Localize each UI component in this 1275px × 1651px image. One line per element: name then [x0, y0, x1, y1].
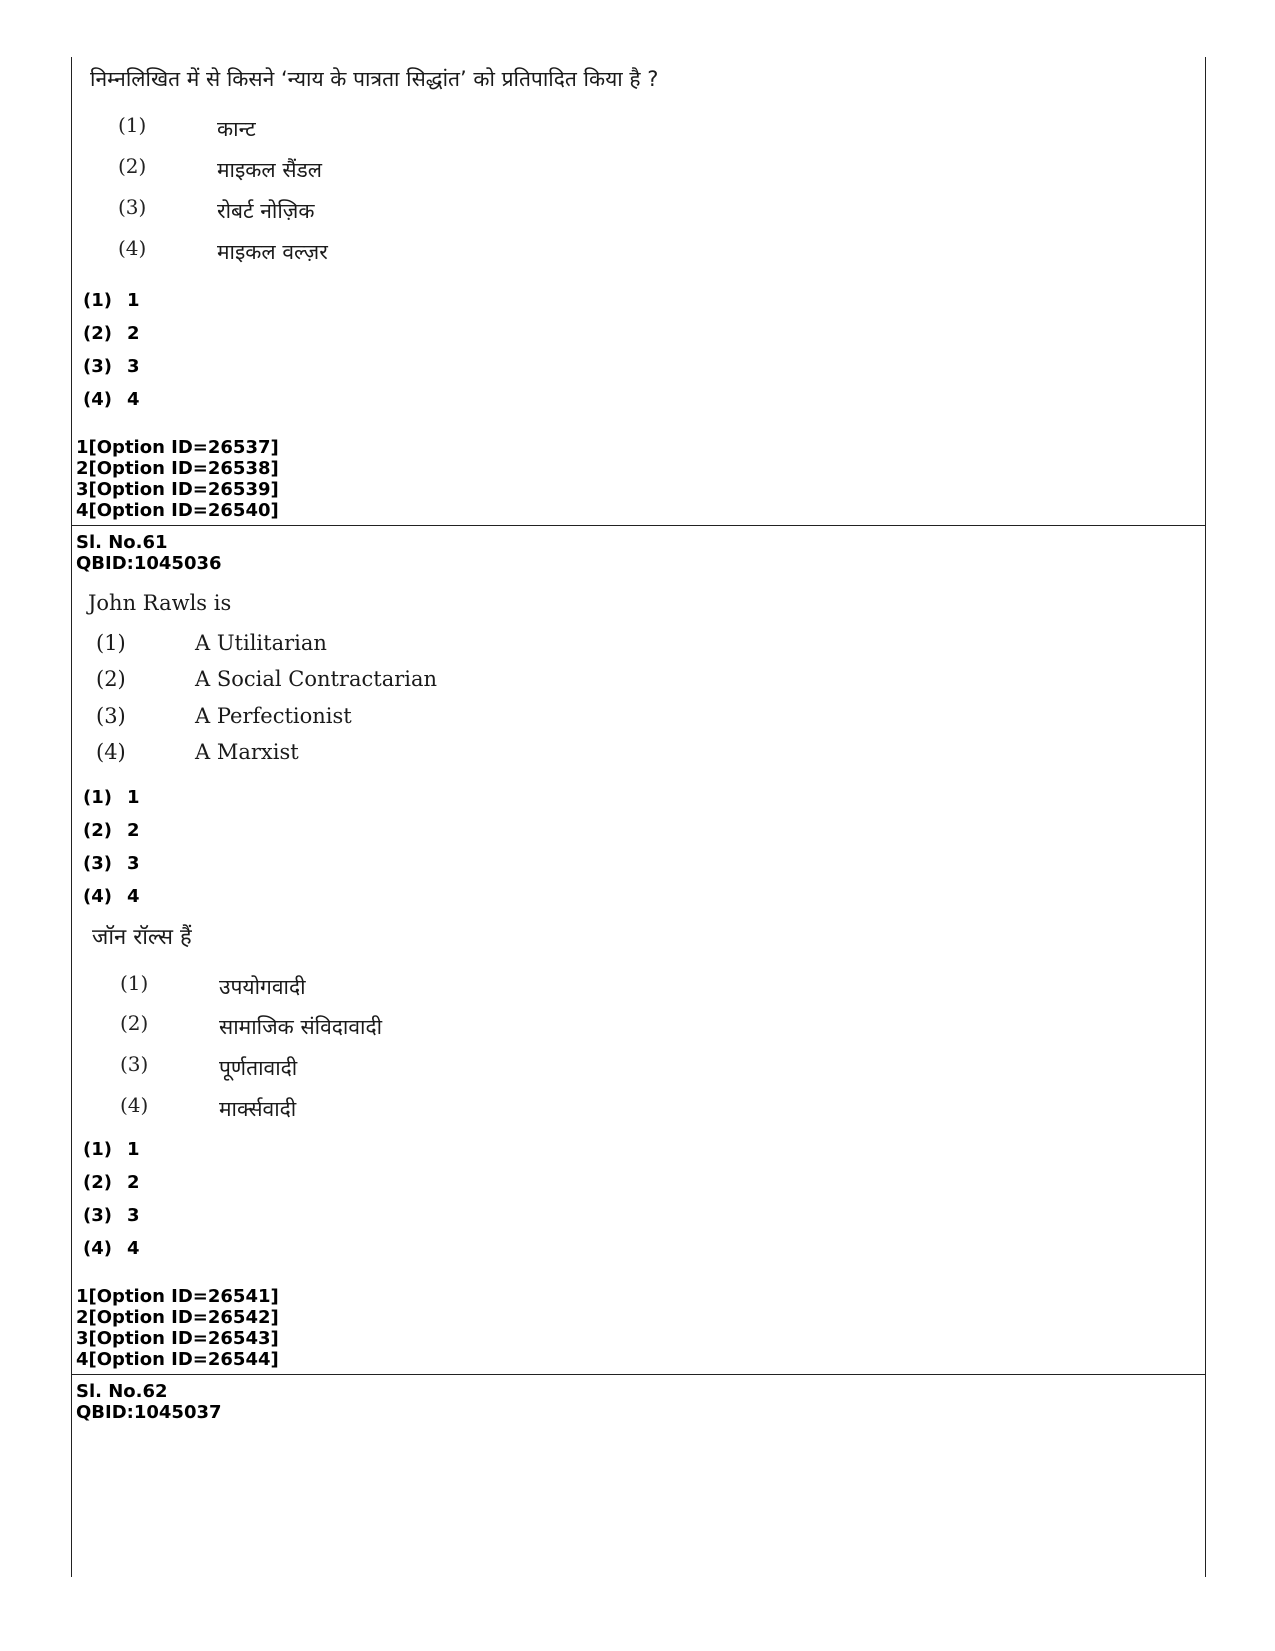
option-number: (2) — [120, 1011, 149, 1035]
answer-choice-4: (4) 4 — [83, 1238, 140, 1259]
question-61-text-english: John Rawls is — [88, 591, 232, 615]
option-text: A Utilitarian — [195, 631, 327, 655]
answer-choice-1: (1) 1 — [83, 1139, 140, 1160]
option-id-4: 4[Option ID=26544] — [76, 1349, 279, 1370]
qbid: QBID:1045036 — [76, 553, 222, 574]
option-number: (2) — [118, 154, 147, 178]
option-id-2: 2[Option ID=26538] — [76, 458, 279, 479]
question-61-text-hindi: जॉन रॉल्स हैं — [92, 925, 192, 950]
answer-choice-3: (3) 3 — [83, 853, 140, 874]
option-id-4: 4[Option ID=26540] — [76, 500, 279, 521]
option-text: रोबर्ट नोज़िक — [217, 199, 315, 223]
option-id-1: 1[Option ID=26541] — [76, 1286, 279, 1307]
qbid: QBID:1045037 — [76, 1402, 222, 1423]
option-text: माइकल सैंडल — [217, 158, 323, 182]
option-id-2: 2[Option ID=26542] — [76, 1307, 279, 1328]
option-number: (4) — [96, 740, 126, 764]
option-number: (3) — [96, 704, 126, 728]
option-text: A Social Contractarian — [195, 667, 438, 691]
option-id-1: 1[Option ID=26537] — [76, 437, 279, 458]
serial-number: Sl. No.62 — [76, 1381, 168, 1402]
option-text: पूर्णतावादी — [219, 1056, 298, 1080]
option-number: (4) — [120, 1093, 149, 1117]
option-id-3: 3[Option ID=26539] — [76, 479, 279, 500]
answer-choice-4: (4) 4 — [83, 886, 140, 907]
answer-choice-2: (2) 2 — [83, 323, 140, 344]
option-number: (2) — [96, 667, 126, 691]
answer-choice-3: (3) 3 — [83, 356, 140, 377]
answer-choice-1: (1) 1 — [83, 290, 140, 311]
serial-number: Sl. No.61 — [76, 532, 168, 553]
option-text: सामाजिक संविदावादी — [219, 1015, 383, 1039]
option-text: A Perfectionist — [195, 704, 352, 728]
section-divider — [72, 525, 1205, 526]
question-62-header — [76, 1381, 222, 1423]
answer-choice-4: (4) 4 — [83, 389, 140, 410]
question-paper-frame — [71, 57, 1206, 1577]
question-60-text-hindi: निम्नलिखित में से किसने ‘न्याय के पात्रता सिद्धांत’ को प्रतिपादित किया है ? — [90, 67, 659, 91]
section-divider — [72, 1374, 1205, 1375]
option-number: (1) — [120, 971, 149, 995]
option-text: उपयोगवादी — [219, 975, 306, 999]
option-number: (1) — [118, 113, 147, 137]
answer-choice-3: (3) 3 — [83, 1205, 140, 1226]
question-61-block — [72, 527, 1205, 1373]
option-number: (3) — [120, 1052, 149, 1076]
answer-choice-2: (2) 2 — [83, 820, 140, 841]
question-61-option-ids — [76, 1286, 279, 1370]
answer-choice-2: (2) 2 — [83, 1172, 140, 1193]
option-id-3: 3[Option ID=26543] — [76, 1328, 279, 1349]
option-number: (4) — [118, 236, 147, 260]
question-62-block — [72, 1376, 1205, 1576]
question-60-block — [72, 57, 1205, 527]
option-text: माइकल वल्ज़र — [217, 240, 328, 264]
option-number: (3) — [118, 195, 147, 219]
option-number: (1) — [96, 631, 126, 655]
option-text: कान्ट — [217, 117, 256, 141]
option-text: मार्क्सवादी — [219, 1097, 297, 1121]
question-60-option-ids — [76, 437, 279, 521]
option-text: A Marxist — [195, 740, 299, 764]
answer-choice-1: (1) 1 — [83, 787, 140, 808]
question-61-header — [76, 532, 222, 574]
